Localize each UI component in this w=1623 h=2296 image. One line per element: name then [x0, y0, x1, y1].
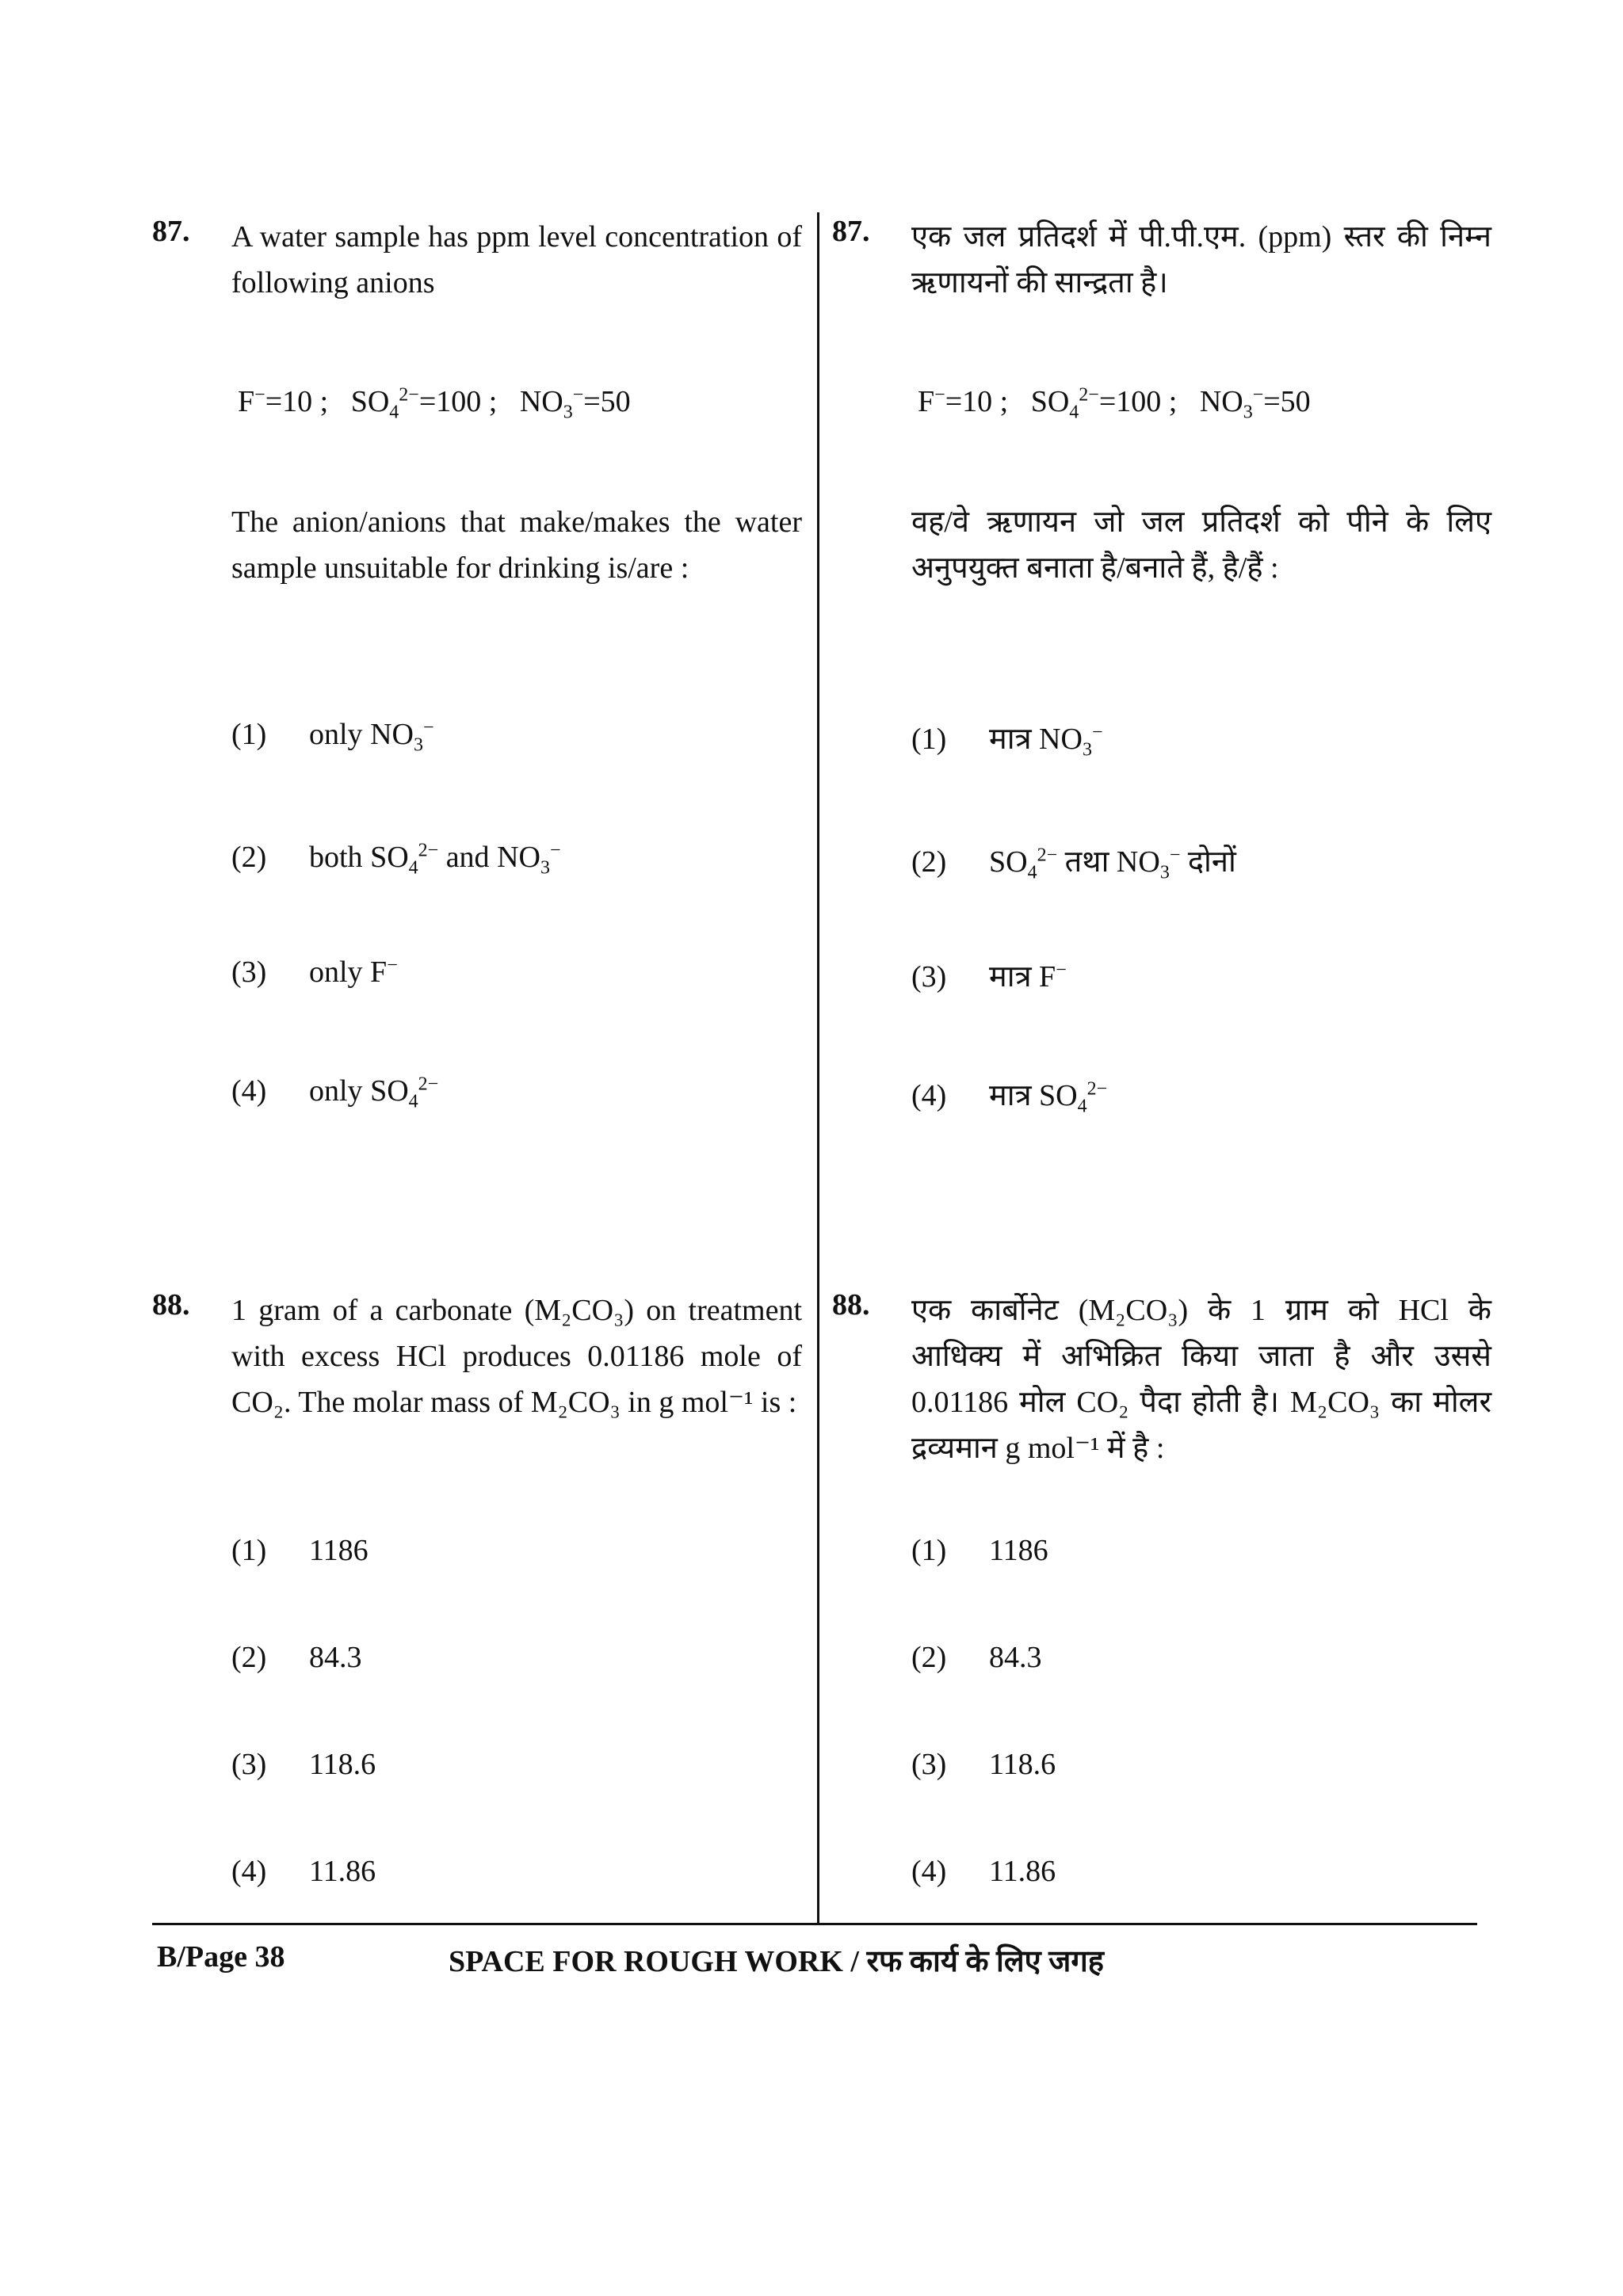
option-1[interactable]: (1) only $NO_3^-$ [231, 717, 434, 756]
anion-concentrations: F−=10 ; $SO_4^{2-}=100$ ; $NO_3^-=50$ [238, 384, 631, 423]
option-3[interactable]: (3) only F− [231, 955, 398, 989]
option-4[interactable]: (4) only $SO_4^{2-}$ [231, 1074, 439, 1112]
question-number: 87. [832, 215, 870, 248]
option-4[interactable]: (4) 11.86 [231, 1855, 376, 1888]
question-text: वह/वे ऋणायन जो जल प्रतिदर्श को पीने के लिए अनुपयुक्त बनाता है/बनाते हैं, है/हैं : [911, 505, 1491, 585]
anion-concentrations: F−=10 ; $SO_4^{2-}=100$ ; $NO_3^-=50$ [918, 384, 1311, 423]
question-number: 88. [832, 1288, 870, 1322]
option-1[interactable]: (1) मात्र $NO_3^-$ [911, 722, 1103, 761]
option-2[interactable]: (2) both $SO_4^{2-}$ and $NO_3^-$ [231, 840, 561, 879]
option-2[interactable]: (2) 84.3 [911, 1641, 1042, 1674]
question-text: 1 gram of a carbonate (M₂CO₃) on treatment with excess HCl produces 0.01186 mole of CO₂. The molar mass of M₂CO₃ in g mol⁻¹ is : [231, 1294, 802, 1419]
option-3[interactable]: (3) 118.6 [911, 1748, 1056, 1781]
option-3[interactable]: (3) 118.6 [231, 1748, 376, 1781]
question-text: एक जल प्रतिदर्श में पी.पी.एम. (ppm) स्तर की निम्न ऋणायनों की सान्द्रता है। [911, 220, 1491, 299]
option-3[interactable]: (3) मात्र F− [911, 959, 1067, 994]
question-number: 88. [152, 1288, 190, 1322]
rough-work-label: SPACE FOR ROUGH WORK / रफ कार्य के लिए जगह [449, 1945, 1104, 1978]
question-text: The anion/anions that make/makes the water sample unsuitable for drinking is/are : [231, 505, 802, 585]
column-divider [817, 212, 819, 1924]
option-1[interactable]: (1) 1186 [911, 1534, 1048, 1567]
footer-rule [152, 1923, 1477, 1925]
option-2[interactable]: (2) 84.3 [231, 1641, 362, 1674]
page-number: B/Page 38 [157, 1940, 285, 1974]
question-text: एक कार्बोनेट (M₂CO₃) के 1 ग्राम को HCl के आधिक्य में अभिक्रित किया जाता है और उससे 0.01186 मोल CO₂ पैदा होती है। M₂CO₃ का मोलर द्रव्यमान g mol⁻¹ में है : [911, 1294, 1491, 1465]
option-4[interactable]: (4) मात्र $SO_4^{2-}$ [911, 1078, 1108, 1117]
question-number: 87. [152, 215, 190, 248]
option-1[interactable]: (1) 1186 [231, 1534, 369, 1567]
option-2[interactable]: (2) $SO_4^{2-}$ तथा $NO_3^-$ दोनों [911, 845, 1236, 883]
option-4[interactable]: (4) 11.86 [911, 1855, 1056, 1888]
question-text: A water sample has ppm level concentration of following anions [231, 220, 802, 299]
